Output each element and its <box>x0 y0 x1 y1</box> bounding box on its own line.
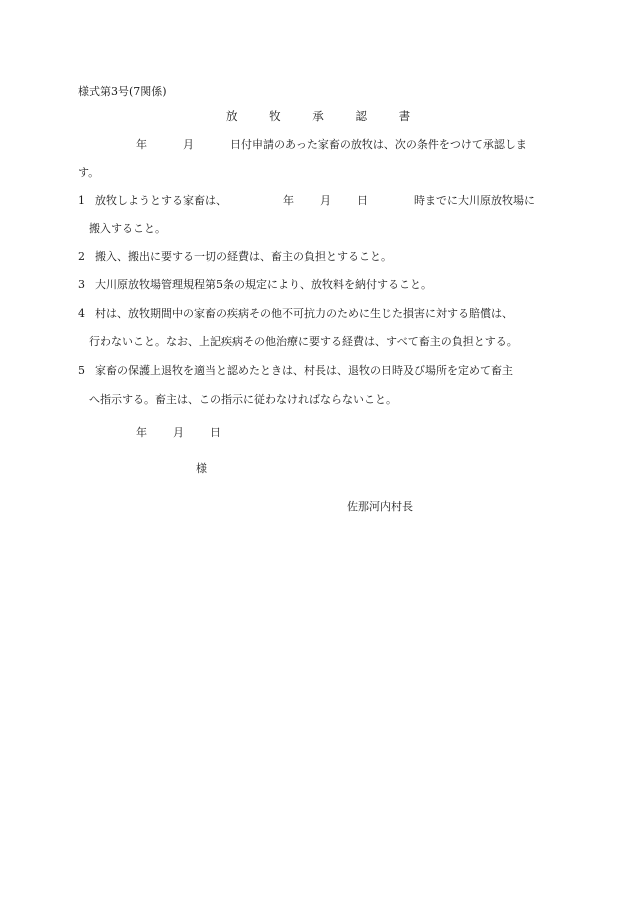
condition-1-part1: 放牧しようとする家畜は、 <box>95 194 227 207</box>
date-month: 月 <box>173 426 184 439</box>
condition-1-part2: 時までに大川原放牧場に <box>414 194 535 207</box>
condition-number: 5 <box>78 364 85 377</box>
condition-number: 2 <box>78 250 85 263</box>
condition-1-month: 月 <box>320 194 331 207</box>
condition-1-day: 日 <box>357 194 368 207</box>
document-title: 放 牧 承 認 書 <box>226 109 411 123</box>
addressee-suffix: 様 <box>196 462 207 475</box>
intro-line-continued: す。 <box>78 166 100 179</box>
condition-1-continued: 搬入すること。 <box>89 222 166 235</box>
condition-number: 3 <box>78 278 85 291</box>
approval-date <box>136 426 221 440</box>
intro-line <box>78 138 527 152</box>
signer-title: 佐那河内村長 <box>347 500 413 513</box>
condition-text: 大川原放牧場管理規程第5条の規定により、放牧料を納付すること。 <box>95 278 432 291</box>
condition-text: 搬入、搬出に要する一切の経費は、畜主の負担とすること。 <box>95 250 392 263</box>
condition-number: 1 <box>78 194 85 207</box>
condition-text <box>95 194 535 208</box>
condition-5-continued: へ指示する。畜主は、この指示に従わなければならないこと。 <box>89 393 397 406</box>
condition-text: 村は、放牧期間中の家畜の疾病その他不可抗力のために生じた損害に対する賠償は、 <box>95 307 513 320</box>
condition-number: 4 <box>78 307 85 320</box>
condition-1-year: 年 <box>283 194 294 207</box>
form-label: 様式第3号(7関係) <box>78 85 167 98</box>
intro-text: 日付申請のあった家畜の放牧は、次の条件をつけて承認しま <box>230 138 527 151</box>
condition-4-continued: 行わないこと。なお、上記疾病その他治療に要する経費は、すべて畜主の負担とする。 <box>89 335 518 348</box>
date-day: 日 <box>210 426 221 439</box>
date-year: 年 <box>136 426 147 439</box>
intro-year: 年 <box>136 138 147 151</box>
intro-month: 月 <box>183 138 194 151</box>
condition-text: 家畜の保護上退牧を適当と認めたときは、村長は、退牧の日時及び場所を定めて畜主 <box>95 364 513 377</box>
